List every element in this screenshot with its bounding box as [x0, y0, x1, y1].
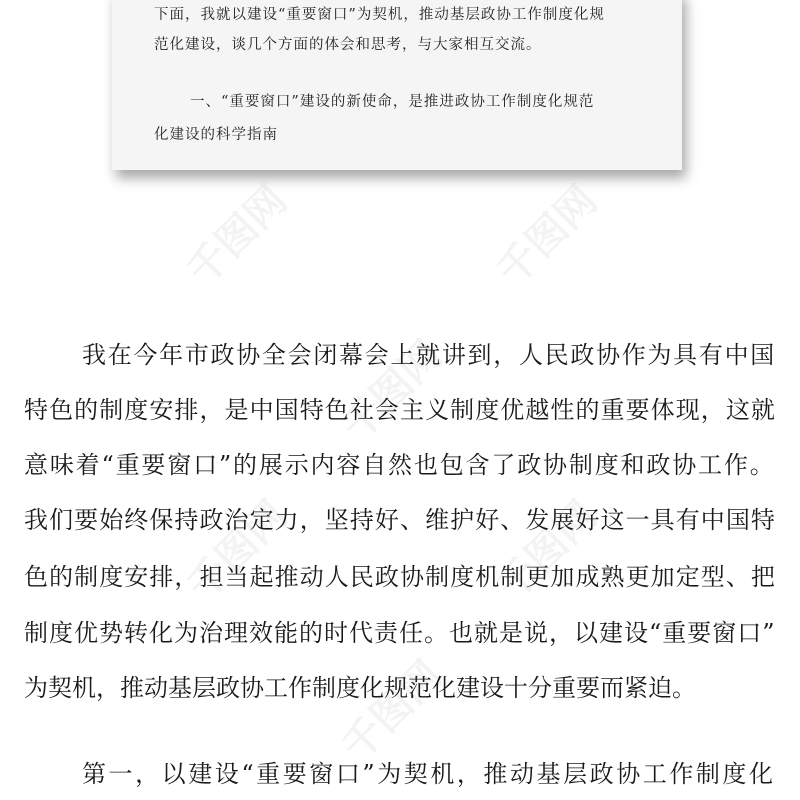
watermark: 千图网 — [333, 652, 452, 770]
watermark: 千图网 — [333, 332, 452, 450]
paragraph-line: 第一，以建设“重要窗口”为契机，推动基层政协工作制度化 — [82, 760, 776, 788]
card-line: 下面，我就以建设“重要窗口”为契机，推动基层政协工作制度化规 — [154, 7, 605, 23]
paragraph-line: 特色的制度安排，是中国特色社会主义制度优越性的重要体现，这就 — [24, 396, 776, 424]
card-line: 范化建设，谈几个方面的体会和思考，与大家相互交流。 — [154, 37, 542, 53]
watermark: 千图网 — [178, 177, 297, 295]
document-card — [112, 0, 682, 170]
paragraph-line: 制度优势转化为治理效能的时代责任。也就是说，以建设“重要窗口” — [24, 619, 776, 647]
paragraph-line: 色的制度安排，担当起推动人民政协制度机制更加成熟更加定型、把 — [24, 563, 776, 591]
paragraph-line: 为契机，推动基层政协工作制度化规范化建设十分重要而紧迫。 — [24, 674, 696, 702]
watermark: 千图网 — [488, 492, 607, 610]
card-heading-line: 一、“重要窗口”建设的新使命，是推进政协工作制度化规范 — [190, 94, 595, 110]
paragraph-line: 我在今年市政协全会闭幕会上就讲到，人民政协作为具有中国 — [82, 341, 776, 369]
paragraph-line: 意味着“重要窗口”的展示内容自然也包含了政协制度和政协工作。 — [24, 451, 776, 479]
card-heading-line: 化建设的科学指南 — [154, 127, 278, 143]
paragraph-line: 我们要始终保持政治定力，坚持好、维护好、发展好这一具有中国特 — [24, 506, 776, 534]
watermark: 千图网 — [488, 177, 607, 295]
watermark: 千图网 — [178, 492, 297, 610]
